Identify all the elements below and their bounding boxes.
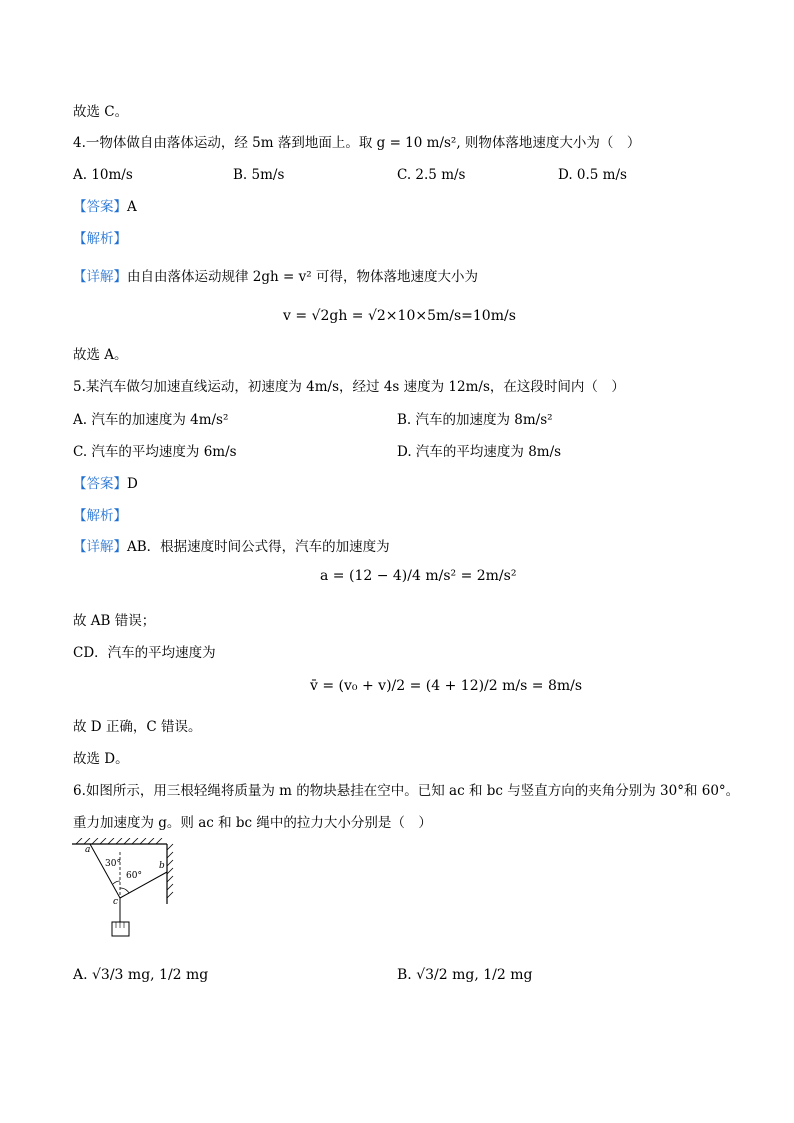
q4-answer: A bbox=[127, 199, 137, 215]
q4-equation: v = √2gh = √2×10×5m/s=10m/s bbox=[283, 308, 516, 324]
answer-tag: 【答案】 bbox=[73, 476, 127, 492]
angle-arc-60 bbox=[120, 888, 129, 893]
answer-tag: 【答案】 bbox=[73, 199, 127, 215]
q4-answer-line bbox=[73, 198, 137, 216]
ceiling-hatch bbox=[76, 838, 162, 844]
q4-option-c: C. 2.5 m/s bbox=[397, 167, 466, 183]
detail-tag: 【详解】 bbox=[73, 539, 127, 555]
question-6-line-2: 重力加速度为 g。则 ac 和 bc 绳中的拉力大小分别是（ ） bbox=[73, 815, 432, 831]
question-5: 5.某汽车做匀加速直线运动，初速度为 4m/s，经过 4s 速度为 12m/s，在这段时间内（ ） bbox=[73, 379, 625, 395]
q4-detail-line bbox=[73, 268, 478, 286]
question-6-line-1: 6.如图所示，用三根轻绳将质量为 m 的物块悬挂在空中。已知 ac 和 bc 与竖直方向的夹角分别为 30°和 60°。 bbox=[73, 783, 740, 799]
angle-label-60: 60° bbox=[126, 871, 142, 881]
q6-option-b: B. √3/2 mg, 1/2 mg bbox=[397, 967, 533, 983]
analysis-tag: 【解析】 bbox=[73, 508, 127, 524]
question-4: 4.一物体做自由落体运动，经 5m 落到地面上。取 g = 10 m/s², 则物体落地速度大小为（ ） bbox=[73, 135, 641, 151]
q5-ab-line: 故 AB 错误； bbox=[73, 613, 156, 629]
detail-tag: 【详解】 bbox=[73, 269, 127, 285]
q5-option-a: A. 汽车的加速度为 4m/s² bbox=[73, 412, 229, 428]
q4-analysis-line bbox=[73, 230, 127, 248]
q5-choose-line: 故选 D。 bbox=[73, 751, 129, 767]
q5-equation-1: a = (12 − 4)/4 m/s² = 2m/s² bbox=[320, 568, 517, 584]
label-a: a bbox=[85, 845, 91, 855]
q5-conclusion-line: 故 D 正确，C 错误。 bbox=[73, 719, 202, 735]
q3-choose-line: 故选 C。 bbox=[73, 104, 129, 120]
q6-option-a: A. √3/3 mg, 1/2 mg bbox=[73, 967, 209, 983]
wall-hatch bbox=[167, 844, 173, 898]
q5-cd-line: CD．汽车的平均速度为 bbox=[73, 645, 216, 661]
q5-answer-line bbox=[73, 475, 138, 493]
angle-label-30: 30° bbox=[105, 859, 121, 869]
q5-detail-line bbox=[73, 538, 390, 556]
q5-equation-2: v̄ = (v₀ + v)/2 = (4 + 12)/2 m/s = 8m/s bbox=[310, 678, 583, 694]
q6-figure bbox=[70, 838, 190, 944]
q5-analysis-line bbox=[73, 507, 127, 525]
analysis-tag: 【解析】 bbox=[73, 231, 127, 247]
q5-option-d: D. 汽车的平均速度为 8m/s bbox=[397, 444, 562, 460]
q5-answer: D bbox=[127, 476, 138, 492]
rope-ac bbox=[90, 844, 120, 898]
q5-option-b: B. 汽车的加速度为 8m/s² bbox=[397, 412, 553, 428]
label-c: c bbox=[113, 897, 119, 907]
q4-detail-text: 由自由落体运动规律 2gh = v² 可得，物体落地速度大小为 bbox=[127, 269, 478, 285]
angle-arc-30 bbox=[113, 881, 120, 884]
q5-option-c: C. 汽车的平均速度为 6m/s bbox=[73, 444, 237, 460]
label-b: b bbox=[159, 861, 165, 871]
hanging-block bbox=[112, 922, 129, 936]
q4-option-d: D. 0.5 m/s bbox=[558, 167, 627, 183]
q4-option-a: A. 10m/s bbox=[73, 167, 133, 183]
q4-choose-line: 故选 A。 bbox=[73, 347, 128, 363]
q5-detail-text: AB．根据速度时间公式得，汽车的加速度为 bbox=[127, 539, 390, 555]
q4-option-b: B. 5m/s bbox=[233, 167, 285, 183]
